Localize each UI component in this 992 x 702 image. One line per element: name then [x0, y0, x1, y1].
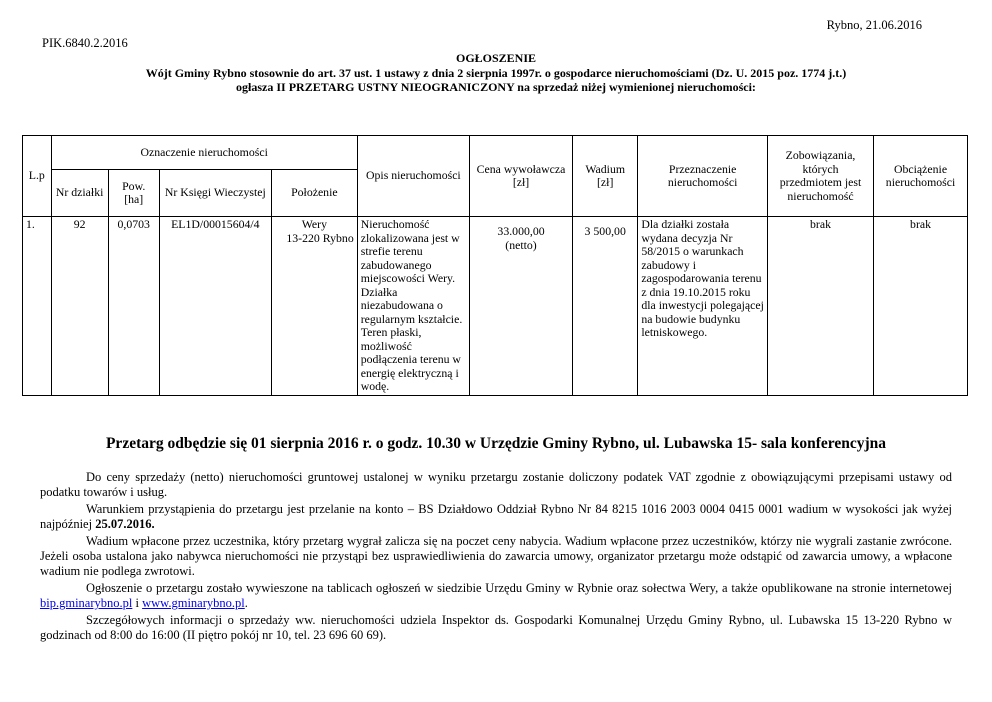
deposit-transfer-text: Warunkiem przystąpienia do przetargu jest przelanie na konto – BS Działdowo Oddział Rybno Nr 84 8215 1016 2003 0004 0415 0001 wadium w wysokości jak wyżej najpóźniej [40, 501, 952, 532]
table-row [23, 217, 968, 396]
announcement-header [40, 51, 952, 95]
bip-link[interactable]: bip.gminarybno.pl [40, 596, 133, 611]
legal-basis-line: Wójt Gminy Rybno stosownie do art. 37 ust. 1 ustawy z dnia 2 sierpnia 1997r. o gospodarce nieruchomościami (Dz. U. 2015 poz. 1774 j.t.) [145, 65, 847, 80]
paragraph-contact: Szczegółowych informacji o sprzedaży ww. nieruchomości udziela Inspektor ds. Gospodarki Komunalnej Urzędu Gminy Rybno, ul. Lubawska 15 13-220 Rybno w godzinach od 8:00 do 16:00 (II piętro pokój nr 10, tel. 23 696 60 69). [40, 612, 952, 643]
header-designation: Oznaczenie nieruchomości [51, 136, 357, 170]
header-deposit: Wadium [zł] [573, 136, 638, 217]
cell-purpose: Dla działki została wydana decyzja Nr 58/2015 o warunkach zabudowy i zagospodarowania terenu z dnia 19.10.2015 roku dla inwestycji polegającej na budowie budynku letniskowego. [638, 217, 768, 396]
auction-info: Przetarg odbędzie się 01 sierpnia 2016 r. o godz. 10.30 w Urzędzie Gminy Rybno, ul. Lubawska 15- sala konferencyjna [105, 435, 887, 452]
place-date: Rybno, 21.06.2016 [826, 18, 922, 32]
cell-encumbrance: brak [874, 217, 968, 396]
cell-price [469, 217, 572, 396]
paragraph-vat: Do ceny sprzedaży (netto) nieruchomości gruntowej ustalonej w wyniku przetargu zostanie doliczony podatek VAT zgodnie z obowiązującymi przepisami ustawy od podatku towarów i usług. [40, 470, 952, 500]
paragraph-publication [40, 581, 952, 611]
auction-announcement-line: ogłasza II PRZETARG USTNY NIEOGRANICZONY na sprzedaż niżej wymienionej nieruchomości: [236, 80, 756, 94]
announcement-title: OGŁOSZENIE [455, 51, 537, 65]
cell-plot-number: 92 [51, 217, 108, 396]
publication-end: . [244, 596, 248, 611]
location-postal: 13-220 Rybno [286, 230, 354, 245]
price-note: (netto) [505, 237, 537, 252]
cell-obligations: brak [767, 217, 873, 396]
deposit-deadline: 25.07.2016. [95, 517, 155, 532]
cell-area: 0,0703 [108, 217, 159, 396]
header-location: Położenie [271, 170, 357, 217]
publication-text: Ogłoszenie o przetargu zostało wywieszone na tablicach ogłoszeń w siedzibie Urzędu Gminy w Rybnie oraz sołectwa Wery, a także opublikowane na stronie internetowej [86, 580, 952, 595]
table-header-row [23, 136, 968, 170]
header-purpose: Przeznaczenie nieruchomości [638, 136, 768, 217]
cell-description: Nieruchomość zlokalizowana jest w strefie terenu zabudowanego miejscowości Wery. Działka niezabudowana o regularnym kształcie. Teren płaski, możliwość podłączenia terenu w energię elektryczną i wodę. [357, 217, 469, 396]
header-land-register: Nr Księgi Wieczystej [159, 170, 271, 217]
paragraph-deposit-transfer [40, 502, 952, 532]
reference-number: PIK.6840.2.2016 [42, 36, 128, 50]
header-lp: L.p [23, 136, 52, 217]
body-text [40, 470, 952, 645]
header-plot-number: Nr działki [51, 170, 108, 217]
header-obligations: Zobowiązania, których przedmiotem jest nieruchomość [767, 136, 873, 217]
cell-location [271, 217, 357, 396]
cell-deposit: 3 500,00 [573, 217, 638, 396]
location-village: Wery [301, 217, 327, 231]
website-link[interactable]: www.gminarybno.pl [142, 596, 245, 611]
header-price: Cena wywoławcza [zł] [469, 136, 572, 217]
property-table [22, 135, 968, 396]
header-description: Opis nieruchomości [357, 136, 469, 217]
publication-and: i [132, 596, 143, 611]
paragraph-deposit-rules: Wadium wpłacone przez uczestnika, który przetarg wygrał zalicza się na poczet ceny nabycia. Wadium wpłacone przez uczestników, którzy nie wygrali zastanie zwrócone. Jeżeli osoba ustalona jako nabywca nieruchomości nie przystąpi bez usprawiedliwienia do zawarcia umowy, organizator przetargu może odstąpić od zawarcia umowy, a wpłacone wadium nie podlega zwrotowi. [40, 533, 952, 579]
cell-land-register: EL1D/00015604/4 [159, 217, 271, 396]
cell-lp: 1. [23, 217, 52, 396]
price-value: 33.000,00 [497, 224, 545, 238]
header-encumbrance: Obciążenie nieruchomości [874, 136, 968, 217]
header-area: Pow. [ha] [108, 170, 159, 217]
